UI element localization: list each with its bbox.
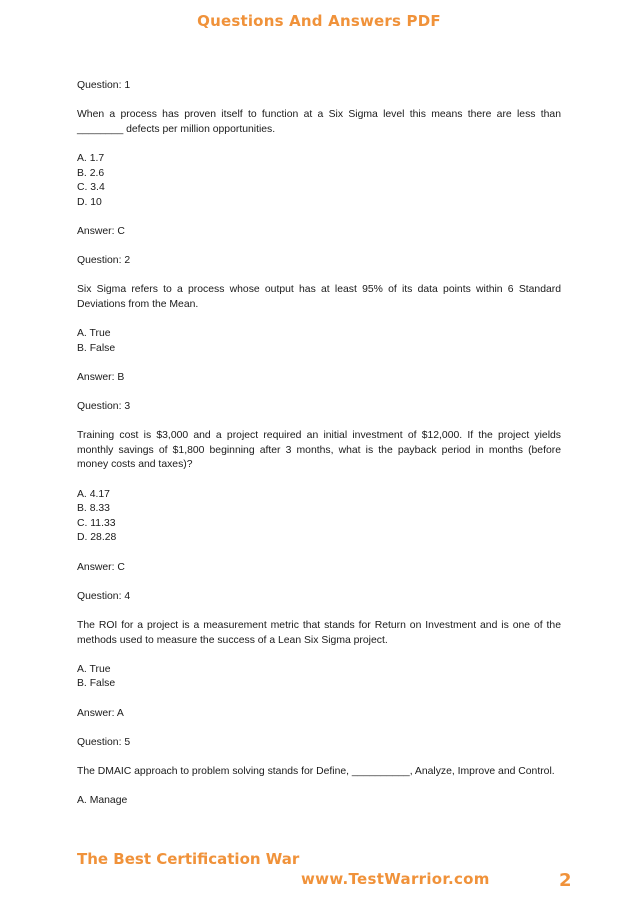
options-list [77,152,561,210]
question-block [77,590,561,721]
question-text: Six Sigma refers to a process whose output has at least 95% of its data points within 6 Standard Deviations from the Mean. [77,284,561,310]
option-item: C. 3.4 [77,182,105,194]
question-block [77,400,561,575]
answer-text: Answer: B [77,371,125,383]
option-item: B. 8.33 [77,503,110,515]
options-list [77,488,561,546]
option-item: A. True [77,663,111,675]
options-list [77,663,561,692]
question-label: Question: 5 [77,736,131,748]
footer-url-link[interactable]: www.TestWarrior.com [301,870,490,888]
option-item: A. 1.7 [77,152,105,164]
question-text: The DMAIC approach to problem solving stands for Define, __________, Analyze, Improve and Control. [77,765,555,777]
question-label: Question: 1 [77,80,131,91]
question-text: Training cost is $3,000 and a project required an initial investment of $12,000. If the project yields monthly savings of $1,800 beginning after 3 months, what is the payback period in months (before money costs and taxes)? [77,430,561,471]
question-text: The ROI for a project is a measurement metric that stands for Return on Investment and is one of the methods used to measure the success of a Lean Six Sigma project. [77,619,561,646]
option-item: A. True [77,328,111,340]
options-list [77,327,561,356]
question-block [77,736,561,809]
answer-text: Answer: A [77,707,124,719]
header-title: Questions And Answers PDF [197,12,441,30]
option-item: A. 4.17 [77,488,110,500]
options-list [77,794,561,809]
question-block [77,254,561,385]
option-item: A. Manage [77,795,128,807]
option-item: D. 10 [77,196,102,208]
question-label: Question: 3 [77,401,131,413]
question-text: When a process has proven itself to function at a Six Sigma level this means there are less than ________ defects per million opportunities. [77,109,561,135]
page-number: 2 [559,870,572,891]
answer-text: Answer: C [77,561,125,573]
option-item: B. False [77,342,116,354]
footer-tagline: The Best Certification War [77,850,300,868]
content-body [77,79,561,823]
question-label: Question: 4 [77,590,131,602]
option-item: D. 28.28 [77,532,117,544]
option-item: C. 11.33 [77,517,116,529]
question-label: Question: 2 [77,255,131,267]
answer-text: Answer: C [77,225,125,237]
option-item: B. 2.6 [77,167,105,179]
question-block [77,79,561,240]
option-item: B. False [77,678,116,690]
